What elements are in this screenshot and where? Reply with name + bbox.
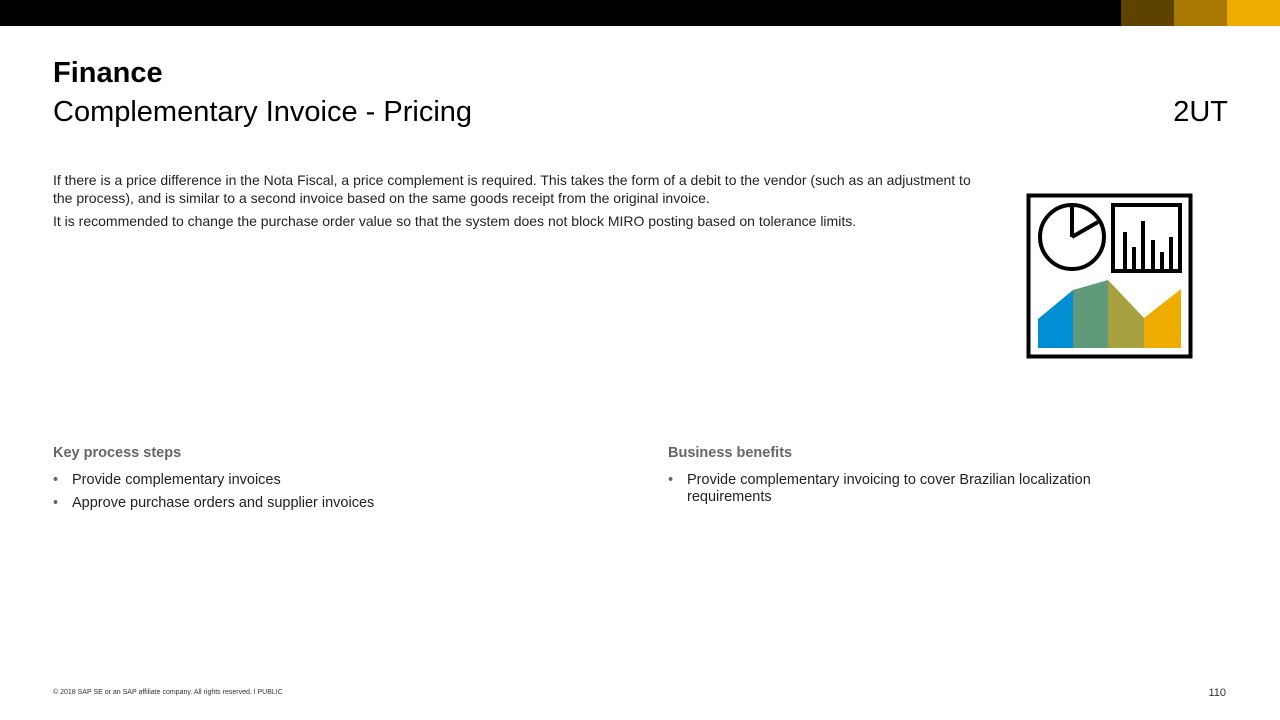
page-number: 110 xyxy=(1208,687,1226,699)
copyright-footer: © 2018 SAP SE or an SAP affiliate company. All rights reserved. ǀ PUBLIC xyxy=(53,689,283,696)
benefits-heading: Business benefits xyxy=(668,445,793,461)
key-steps-heading: Key process steps xyxy=(53,445,182,461)
bullet: • xyxy=(53,472,59,488)
business-benefits xyxy=(668,444,1168,512)
page-title: Finance xyxy=(53,57,163,89)
page-subtitle: Complementary Invoice - Pricing xyxy=(53,96,473,128)
list-item: • Provide complementary invoicing to cover Brazilian localization requirements xyxy=(668,472,1091,505)
top-bar xyxy=(0,0,1280,26)
intro-paragraph-2: It is recommended to change the purchase order value so that the system does not block MIRO posting based on tolerance limits. xyxy=(53,213,857,229)
brand-block-3 xyxy=(1227,0,1280,26)
brand-block-2 xyxy=(1174,0,1227,26)
analytics-dashboard-icon xyxy=(1026,192,1194,360)
bullet: • xyxy=(668,472,674,488)
key-process-steps xyxy=(53,444,613,518)
bullet: • xyxy=(53,495,59,511)
intro-paragraph-1: If there is a price difference in the Nota Fiscal, a price complement is required. This takes the form of a debit to the vendor (such as an adjustment to the process), and is similar to a second invoice based on the same goods receipt from the original invoice. xyxy=(53,172,971,206)
list-item: • Approve purchase orders and supplier invoices xyxy=(53,495,375,511)
scope-item-code: 2UT xyxy=(1173,96,1228,128)
brand-block-1 xyxy=(1121,0,1174,26)
area-segment-2 xyxy=(1073,280,1108,348)
intro-text xyxy=(53,171,983,235)
list-item: • Provide complementary invoices xyxy=(53,472,281,488)
